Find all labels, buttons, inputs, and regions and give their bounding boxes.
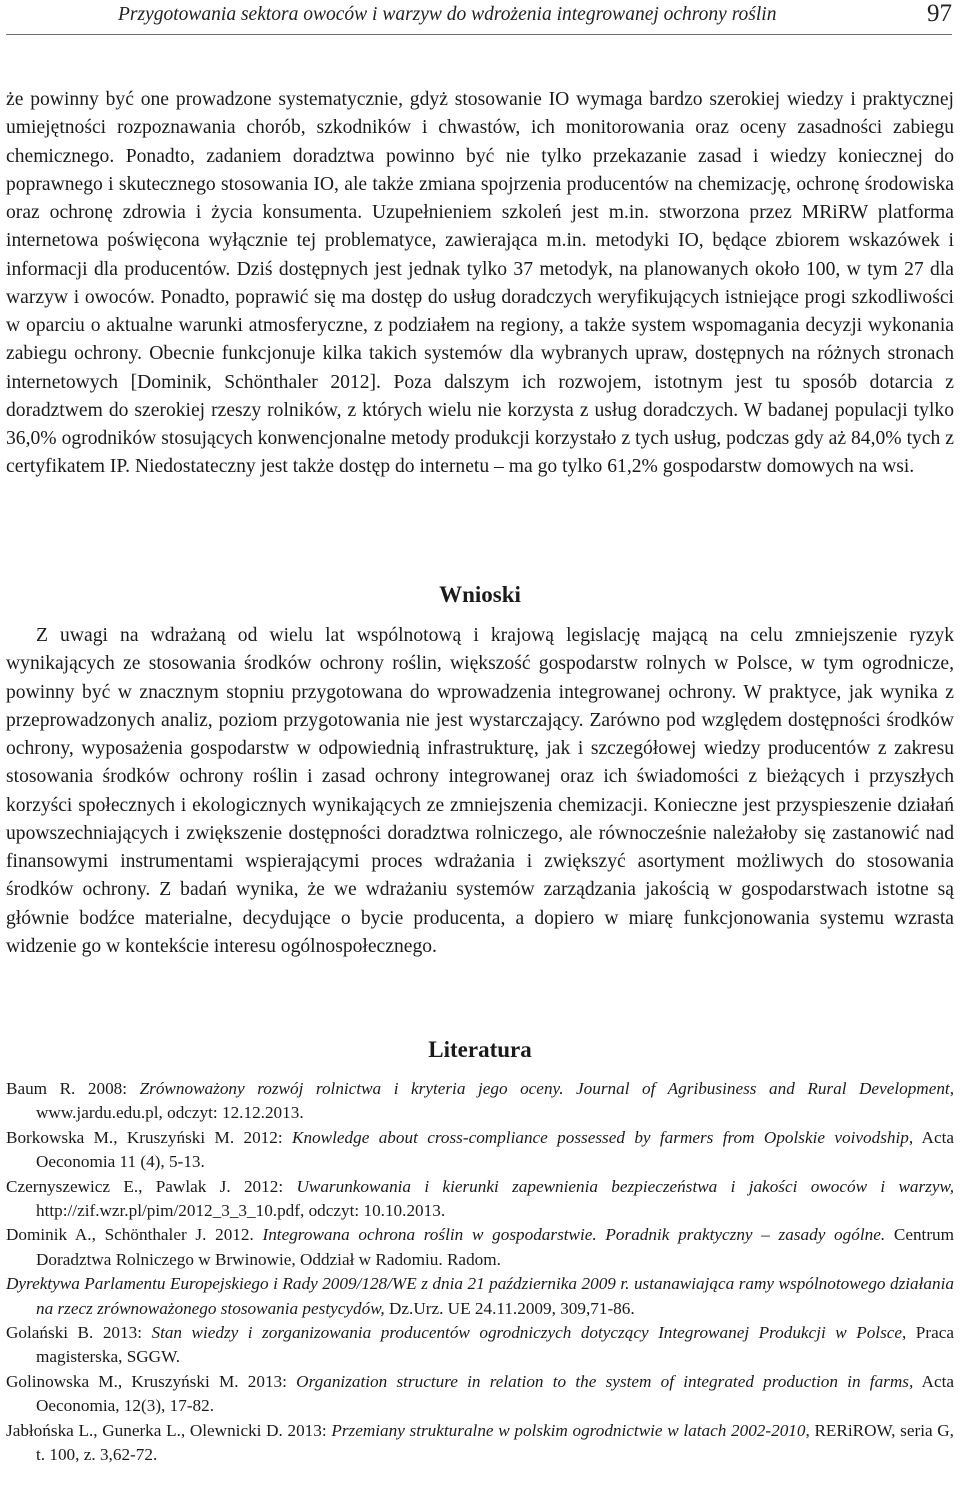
- reference-authors: Czernyszewicz E., Pawlak J. 2012:: [6, 1176, 297, 1196]
- page-number: 97: [927, 0, 952, 27]
- reference-item: [6, 1321, 954, 1370]
- reference-authors: Jabłońska L., Gunerka L., Olewnicki D. 2013:: [6, 1420, 332, 1440]
- reference-source: http://zif.wzr.pl/pim/2012_3_3_10.pdf, odczyt: 10.10.2013.: [36, 1201, 446, 1221]
- body-paragraph: że powinny być one prowadzone systematycznie, gdyż stosowanie IO wymaga bardzo szerokiej wiedzy i praktycznej umiejętności rozpoznawania chorób, szkodników i chwastów, ich monitorowania oraz oceny zasadności zabiegu chemicznego. Ponadto, zadaniem doradztwa powinno być nie tylko przekazanie zasad i wiedzy koniecznej do poprawnego i skutecznego stosowania IO, ale także zmiana spojrzenia producentów na chemizację, ochronę środowiska oraz ochronę zdrowia i życia konsumenta. Uzupełnieniem szkoleń jest m.in. stworzona przez MRiRW platforma internetowa poświęcona wyłącznie tej problematyce, zawierająca m.in. metodyki IO, będące zbiorem wskazówek i informacji dla producentów. Dziś dostępnych jest jednak tylko 37 metodyk, na planowanych około 100, w tym 27 dla warzyw i owoców. Ponadto, poprawić się ma dostęp do usług doradczych weryfikujących istniejące progi szkodliwości w oparciu o aktualne warunki atmosferyczne, z podziałem na regiony, a także system wspomagania decyzji wykonania zabiegu ochrony. Obecnie funkcjonuje kilka takich systemów dla wybranych upraw, dostępnych na różnych stronach internetowych [Dominik, Schönthaler 2012]. Poza dalszym ich rozwojem, istotnym jest tu sposób dotarcia z doradztwem do szerokiej rzeszy rolników, z których wielu nie korzysta z usług doradczych. W badanej populacji tylko 36,0% ogrodników stosujących konwencjonalne metody produkcji korzystało z tych usług, podczas gdy aż 84,0% tych z certyfikatem IP. Niedostateczny jest także dostęp do internetu – ma go tylko 61,2% gospodarstw domowych na wsi.: [6, 89, 954, 478]
- reference-title: Przemiany strukturalne w polskim ogrodnictwie w latach 2002-2010: [331, 1420, 806, 1440]
- reference-authors: Borkowska M., Kruszyński M. 2012:: [6, 1127, 292, 1147]
- reference-list: [6, 1077, 954, 1468]
- reference-authors: Golański B. 2013:: [6, 1323, 152, 1343]
- reference-source: Dz.Urz. UE 24.11.2009, 309,71-86.: [384, 1298, 635, 1318]
- reference-authors: Baum R. 2008:: [6, 1079, 140, 1098]
- reference-item: [6, 1126, 954, 1175]
- reference-title: Integrowana ochrona roślin w gospodarstwie. Poradnik praktyczny – zasady ogólne.: [262, 1225, 886, 1245]
- reference-source: www.jardu.edu.pl, odczyt: 12.12.2013.: [36, 1103, 304, 1123]
- conclusions-section: [6, 580, 954, 610]
- reference-item: [6, 1272, 954, 1321]
- reference-item: [6, 1370, 954, 1419]
- reference-source: , RERiROW, seria G, t. 100, z. 3,62-72.: [36, 1420, 954, 1465]
- reference-source: Acta Oeconomia 11 (4), 5-13.: [36, 1127, 954, 1172]
- literature-heading: Literatura: [428, 1037, 532, 1062]
- running-title: Przygotowania sektora owoców i warzyw do wdrożenia integrowanej ochrony roślin: [118, 4, 777, 25]
- reference-title: Knowledge about cross-compliance possessed by farmers from Opolskie voivodship,: [292, 1127, 914, 1147]
- reference-source: Acta Oeconomia, 12(3), 17-82.: [36, 1371, 954, 1416]
- reference-item: [6, 1077, 954, 1126]
- reference-item: [6, 1419, 954, 1468]
- reference-item: [6, 1223, 954, 1272]
- conclusions-paragraph: Z uwagi na wdrażaną od wielu lat wspólnotową i krajową legislację mającą na celu zmniejszenie ryzyk wynikających ze stosowania środków ochrony roślin, większość gospodarstw rolnych w Polsce, w tym ogrodnicze, powinny być w znacznym stopniu przygotowana do wprowadzenia integrowanej ochrony. W praktyce, jak wynika z przeprowadzonych analiz, poziom przygotowania nie jest wystarczający. Zarówno pod względem dostępności środków ochrony, wyposażenia gospodarstw w odpowiednią infrastrukturę, jak i szczegółowej wiedzy producentów z zakresu stosowania środków ochrony roślin i zasad ochrony integrowanej oraz ich świadomości z bieżących i przyszłych korzyści społecznych i ekologicznych wynikających ze zmniejszenia chemizacji. Konieczne jest przyspieszenie działań upowszechniających i zwiększenie dostępności doradztwa rolniczego, ale równocześnie należałoby się zastanowić nad finansowymi instrumentami wspierającymi proces wdrażania i zwiększyć asortyment możliwych do stosowania środków ochrony. Z badań wynika, że we wdrażaniu systemów zarządzania jakością w gospodarstwach istotne są głównie bodźce materialne, decydujące o bycie producenta, a dopiero w miarę funkcjonowania systemu wzrasta widzenie go w kontekście interesu ogólnospołecznego.: [6, 625, 954, 957]
- reference-authors: Golinowska M., Kruszyński M. 2013:: [6, 1371, 297, 1391]
- reference-title: Uwarunkowania i kierunki zapewnienia bezpieczeństwa i jakości owoców i warzyw,: [296, 1176, 954, 1196]
- reference-source: , Praca magisterska, SGGW.: [36, 1323, 954, 1367]
- reference-title: Stan wiedzy i zorganizowania producentów ogrodniczych dotyczący Integrowanej Produkcji w Polsce: [151, 1323, 903, 1343]
- reference-title: Dyrektywa Parlamentu Europejskiego i Rady 2009/128/WE z dnia 21 października 2009 r. ustanawiająca ramy wspólnotowego działania na rzecz zrównoważonego stosowania pestycydów,: [6, 1274, 954, 1318]
- literature-section: [6, 1035, 954, 1065]
- reference-item: [6, 1175, 954, 1224]
- reference-source: Centrum Doradztwa Rolniczego w Brwinowie, Oddział w Radomiu. Radom.: [36, 1225, 955, 1269]
- body-section: [6, 86, 954, 482]
- reference-title: Organization structure in relation to the system of integrated production in farms,: [296, 1371, 914, 1391]
- running-header: [6, 0, 952, 35]
- conclusions-heading: Wnioski: [439, 582, 521, 607]
- conclusions-body: [6, 622, 954, 961]
- reference-title: Zrównoważony rozwój rolnictwa i kryteria jego oceny. Journal of Agribusiness and Rural Development,: [139, 1079, 954, 1098]
- reference-authors: Dominik A., Schönthaler J. 2012.: [6, 1225, 263, 1245]
